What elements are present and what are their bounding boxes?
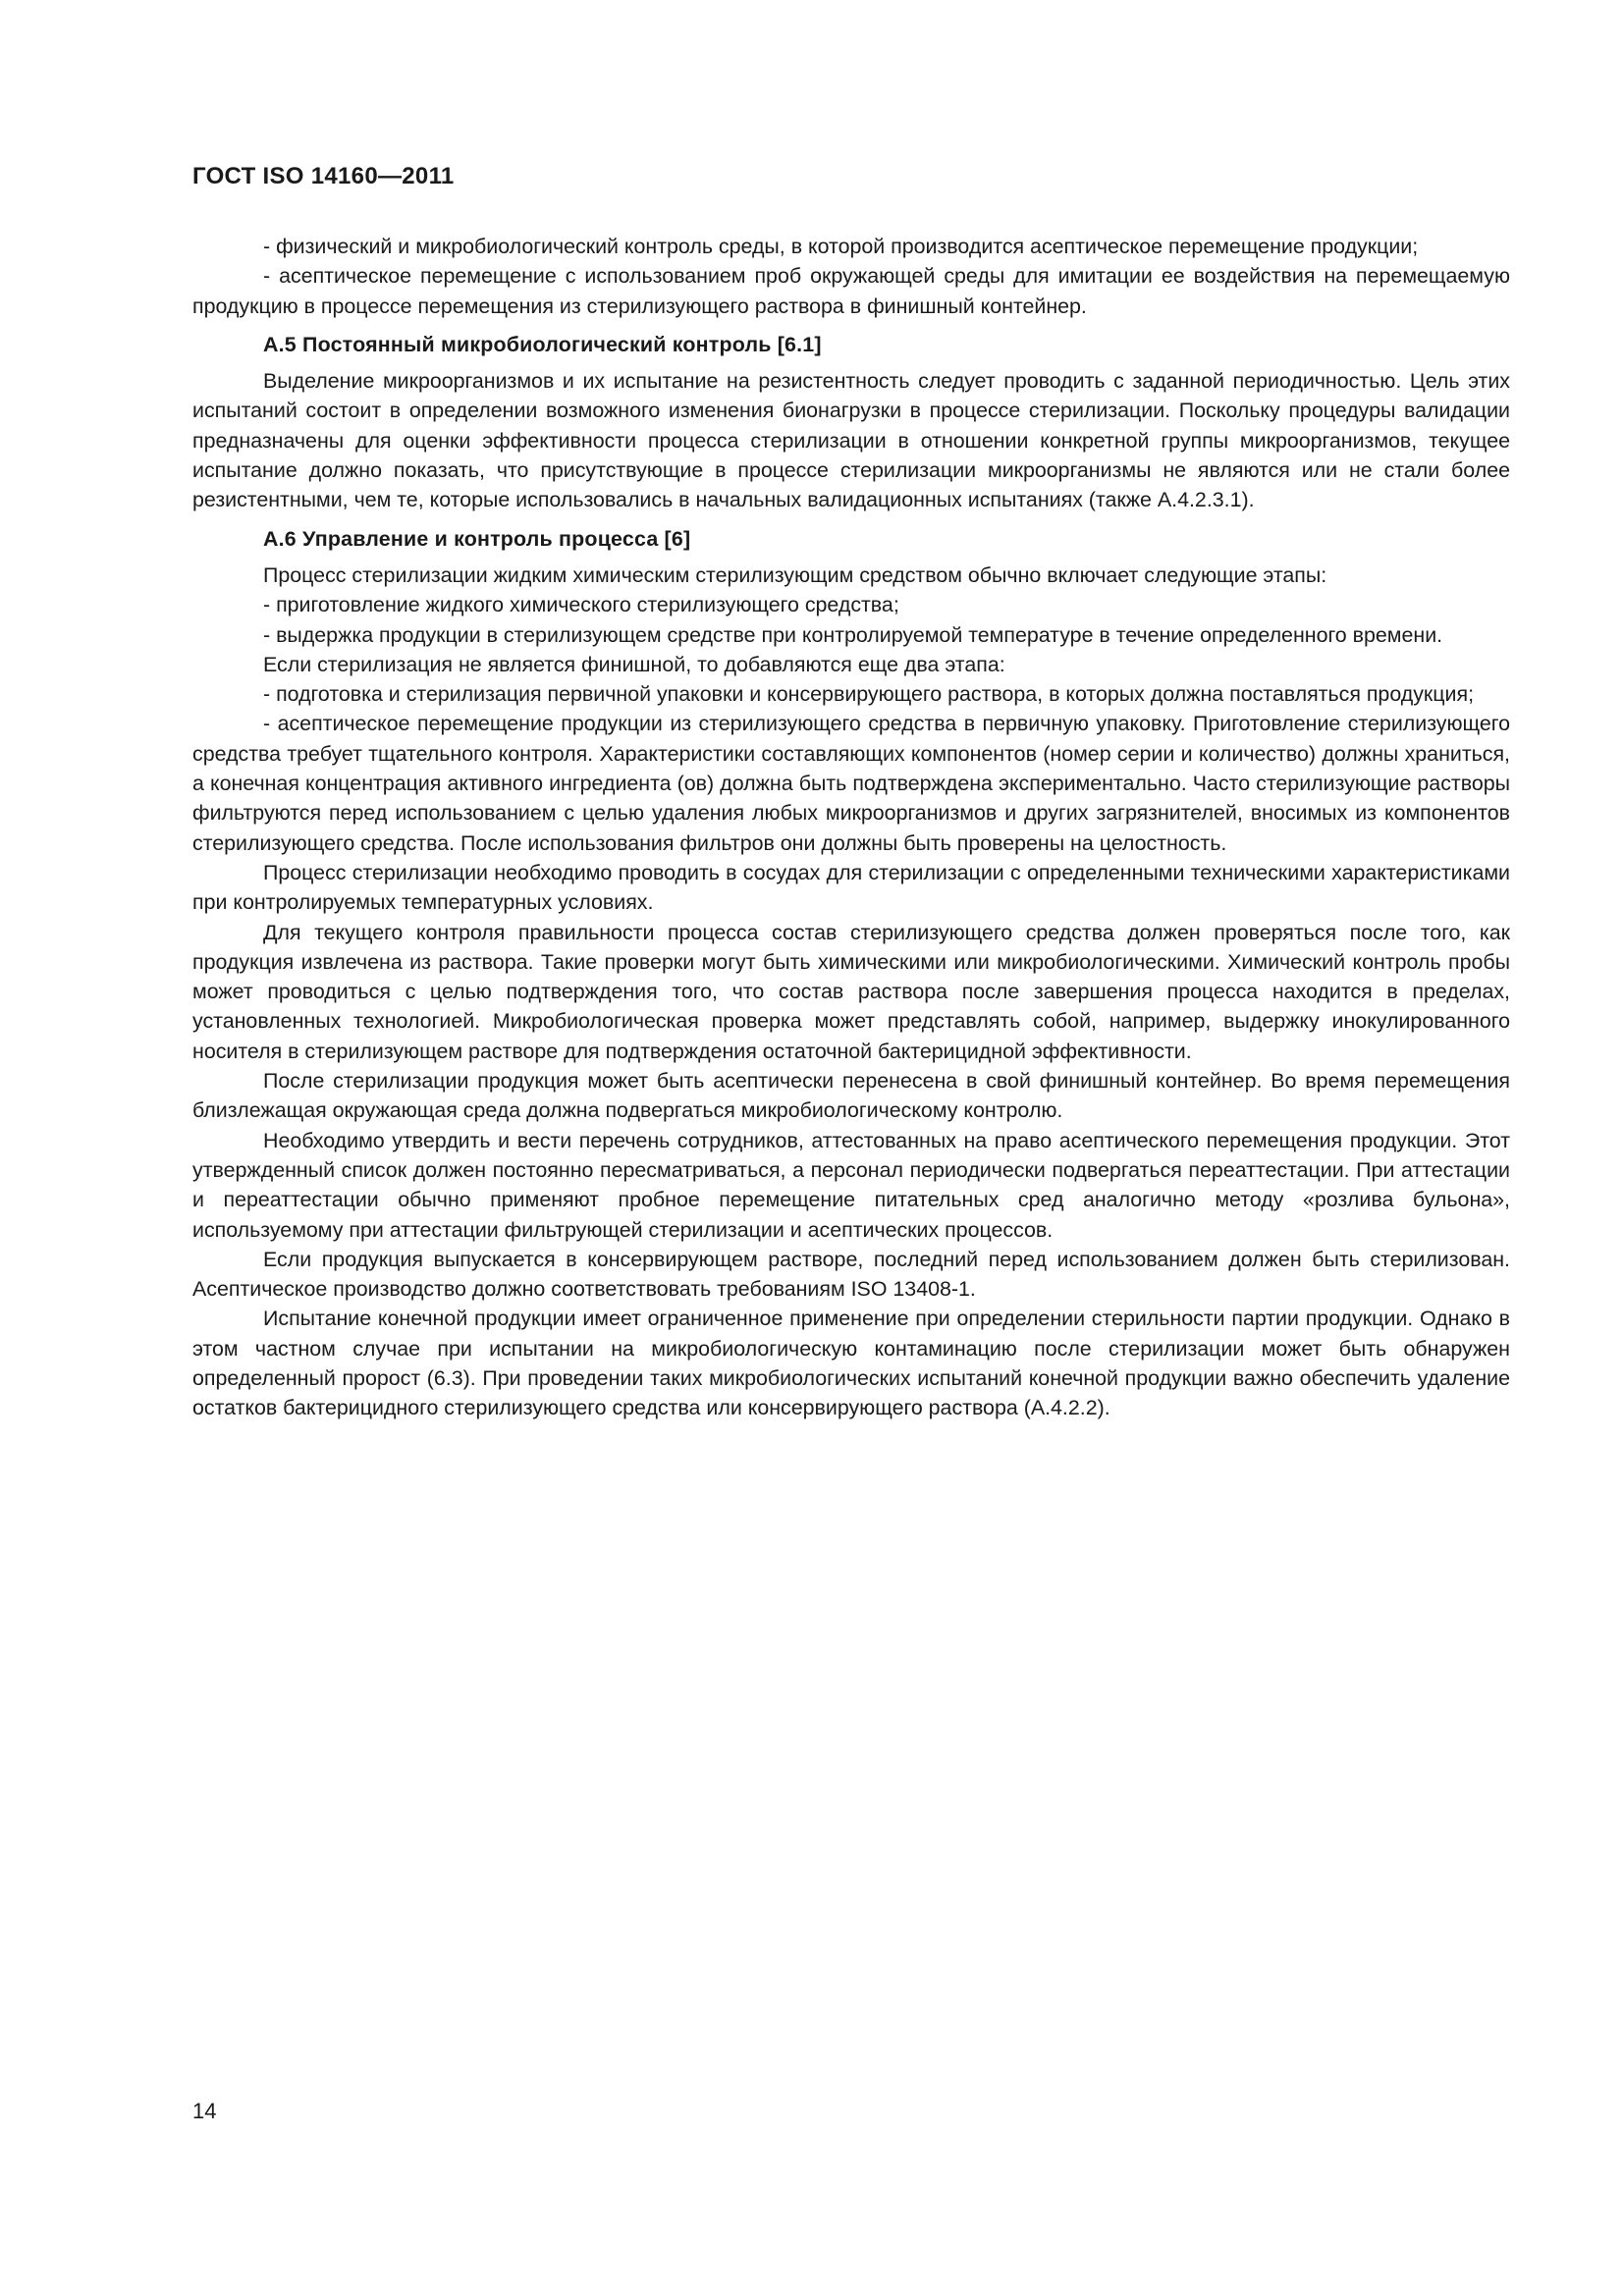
- section-a6-paragraph: Процесс стерилизации необходимо проводить в сосудах для стерилизации с определенными техническими характеристиками при контролируемых температурных условиях.: [192, 860, 1510, 915]
- section-heading-a5: А.5 Постоянный микробиологический контроль [6.1]: [263, 332, 822, 356]
- section-a6-paragraph: - подготовка и стерилизация первичной упаковки и консервирующего раствора, в которых должна поставляться продукция;: [263, 682, 1475, 707]
- intro-paragraph: - физический и микробиологический контроль среды, в которой производится асептическое перемещение продукции;: [263, 235, 1419, 258]
- document-body: [192, 232, 1510, 1423]
- section-a5-paragraph: Выделение микроорганизмов и их испытание на резистентность следует проводить с заданной периодичностью. Цель этих испытаний состоит в определении возможного изменения бионагрузки в процессе стерилизации. Поскольку процедуры валидации предназначены для оценки эффективности процесса стерилизации в отношении конкретной группы микроорганизмов, текущее испытание должно показать, что присутствующие в процессе стерилизации микроорганизмы не являются или не стали более резистентными, чем те, которые использовались в начальных валидационных испытаниях (также А.4.2.3.1).: [192, 369, 1510, 512]
- section-a6-paragraph: - асептическое перемещение продукции из стерилизующего средства в первичную упаковку. Приготовление стерилизующего средства требует тщательного контроля. Характеристики составляющих компонентов (номер серии и количество) должны храниться, а конечная концентрация активного ингредиента (ов) должна быть подтверждена экспериментально. Часто стерилизующие растворы фильтруются перед использованием с целью удаления любых микроорганизмов и других загрязнителей, вносимых из компонентов стерилизующего средства. После использования фильтров они должны быть проверены на целостность.: [192, 712, 1510, 855]
- intro-paragraph: - асептическое перемещение с использованием проб окружающей среды для имитации ее воздействия на перемещаемую продукцию в процессе перемещения из стерилизующего раствора в финишный контейнер.: [192, 264, 1510, 318]
- document-header: ГОСТ ISO 14160—2011: [192, 163, 455, 189]
- section-a6-paragraph: - выдержка продукции в стерилизующем средстве при контролируемой температуре в течение определенного времени.: [263, 622, 1443, 647]
- section-a6-paragraph: Процесс стерилизации жидким химическим стерилизующим средством обычно включает следующие этапы:: [263, 562, 1327, 587]
- section-a6-paragraph: Необходимо утвердить и вести перечень сотрудников, аттестованных на право асептического перемещения продукции. Этот утвержденный список должен постоянно пересматриваться, а персонал периодически подвергаться переаттестации. При аттестации и переаттестации обычно применяют пробное перемещение питательных сред аналогично методу «розлива бульона», используемому при аттестации фильтрующей стерилизации и асептических процессов.: [192, 1128, 1510, 1242]
- section-a6-paragraph: Испытание конечной продукции имеет ограниченное применение при определении стерильности партии продукции. Однако в этом частном случае при испытании на микробиологическую контаминацию после стерилизации может быть обнаружен определенный пророст (6.3). При проведении таких микробиологических испытаний конечной продукции важно обеспечить удаление остатков бактерицидного стерилизующего средства или консервирующего раствора (А.4.2.2).: [192, 1307, 1510, 1420]
- section-heading-a6: А.6 Управление и контроль процесса [6]: [263, 526, 691, 551]
- page-number: 14: [192, 2099, 217, 2123]
- section-a6-paragraph: - приготовление жидкого химического стерилизующего средства;: [263, 593, 899, 617]
- section-a6-paragraph: Для текущего контроля правильности процесса состав стерилизующего средства должен проверяться после того, как продукция извлечена из раствора. Такие проверки могут быть химическими или микробиологическими. Химический контроль пробы может проводиться с целью подтверждения того, что состав раствора после завершения процесса находится в пределах, установленных технологией. Микробиологическая проверка может представлять собой, например, выдержку инокулированного носителя в стерилизующем растворе для подтверждения остаточной бактерицидной эффективности.: [192, 920, 1510, 1063]
- section-a6-paragraph: После стерилизации продукция может быть асептически перенесена в свой финишный контейнер. Во время перемещения близлежащая окружающая среда должна подвергаться микробиологическому контролю.: [192, 1069, 1510, 1123]
- section-a6-paragraph: Если стерилизация не является финишной, то добавляются еще два этапа:: [263, 652, 1005, 676]
- section-a6-paragraph: Если продукция выпускается в консервирующем растворе, последний перед использованием должен быть стерилизован. Асептическое производство должно соответствовать требованиям ISO 13408-1.: [192, 1247, 1510, 1302]
